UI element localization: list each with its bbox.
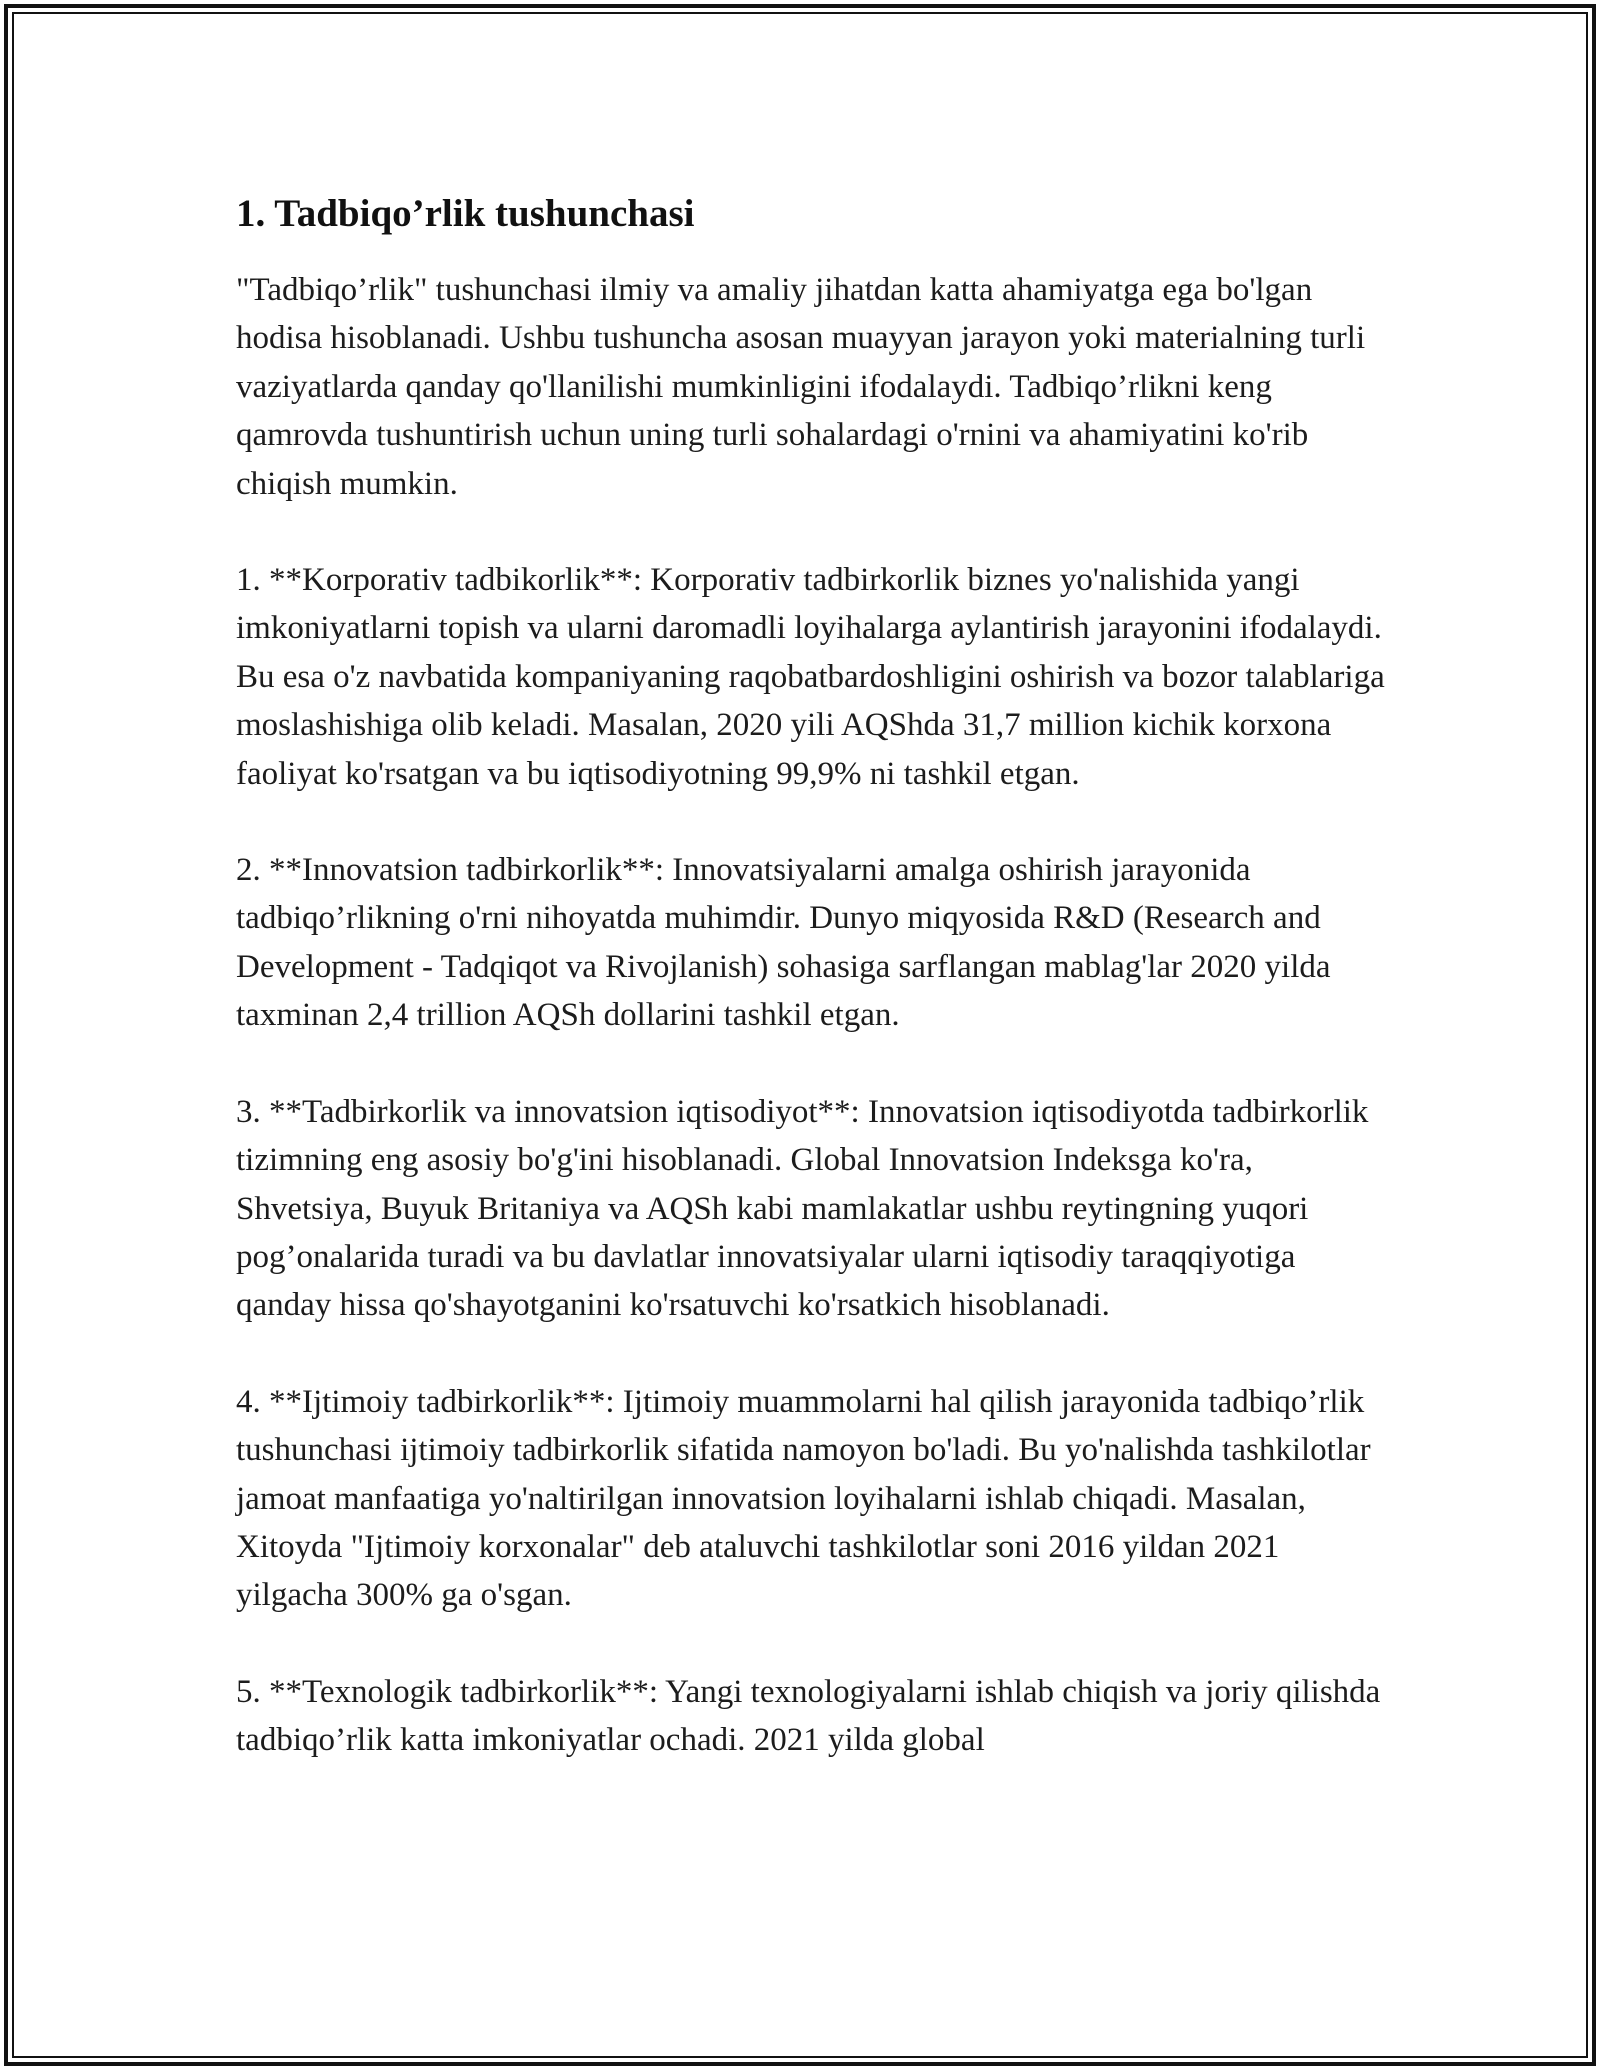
paragraph-corporate-entrepreneurship: 1. **Korporativ tadbikorlik**: Korporativ tadbirkorlik biznes yo'nalishida yangi imkoniyatlarni topish va ularni daromadli loyihalarga aylantirish jarayonini ifodalaydi. Bu esa o'z navbatida kompaniyaning raqobatbardoshligini oshirish va bozor talablariga moslashishiga olib keladi. Masalan, 2020 yili AQShda 31,7 million kichik korxona faoliyat ko'rsatgan va bu iqtisodiyotning 99,9% ni tashkil etgan. (236, 562, 1385, 792)
paragraph-technological-entrepreneurship: 5. **Texnologik tadbirkorlik**: Yangi texnologiyalarni ishlab chiqish va joriy qilishda tadbiqo’rlik katta imkoniyatlar ochadi. 2021 yilda global (236, 1673, 1381, 1759)
section-heading: 1. Tadbiqo’rlik tushunchasi (236, 192, 695, 235)
paragraph-innovative-entrepreneurship: 2. **Innovatsion tadbirkorlik**: Innovatsiyalarni amalga oshirish jarayonida tadbiqo’rlikning o'rni nihoyatda muhimdir. Dunyo miqyosida R&D (Research and Development - Tadqiqot va Rivojlanish) sohasiga sarflangan mablag'lar 2020 yilda taxminan 2,4 trillion AQSh dollarini tashkil etgan. (236, 852, 1331, 1034)
intro-paragraph: "Tadbiqo’rlik" tushunchasi ilmiy va amaliy jihatdan katta ahamiyatga ega bo'lgan hodisa hisoblanadi. Ushbu tushuncha asosan muayyan jarayon yoki materialning turli vaziyatlarda qanday qo'llanilishi mumkinligini ifodalaydi. Tadbiqo’rlikni keng qamrovda tushuntirish uchun uning turli sohalardagi o'rnini va ahamiyatini ko'rib chiqish mumkin. (236, 272, 1366, 502)
paragraph-innovative-economy: 3. **Tadbirkorlik va innovatsion iqtisodiyot**: Innovatsion iqtisodiyotda tadbirkorlik tizimning eng asosiy bo'g'ini hisoblanadi. Global Innovatsion Indeksga ko'ra, Shvetsiya, Buyuk Britaniya va AQSh kabi mamlakatlar ushbu reytingning yuqori pog’onalarida turadi va bu davlatlar innovatsiyalar ularni iqtisodiy taraqqiyotiga qanday hissa qo'shayotganini ko'rsatuvchi ko'rsatkich hisoblanadi. (236, 1093, 1369, 1324)
paragraph-social-entrepreneurship: 4. **Ijtimoiy tadbirkorlik**: Ijtimoiy muammolarni hal qilish jarayonida tadbiqo’rlik tushunchasi ijtimoiy tadbirkorlik sifatida namoyon bo'ladi. Bu yo'nalishda tashkilotlar jamoat manfaatiga yo'naltirilgan innovatsion loyihalarni ishlab chiqadi. Masalan, Xitoyda "Ijtimoiy korxonalar" deb ataluvchi tashkilotlar soni 2016 yildan 2021 yilgacha 300% ga o'sgan. (236, 1383, 1371, 1614)
document-body (236, 190, 1386, 1813)
